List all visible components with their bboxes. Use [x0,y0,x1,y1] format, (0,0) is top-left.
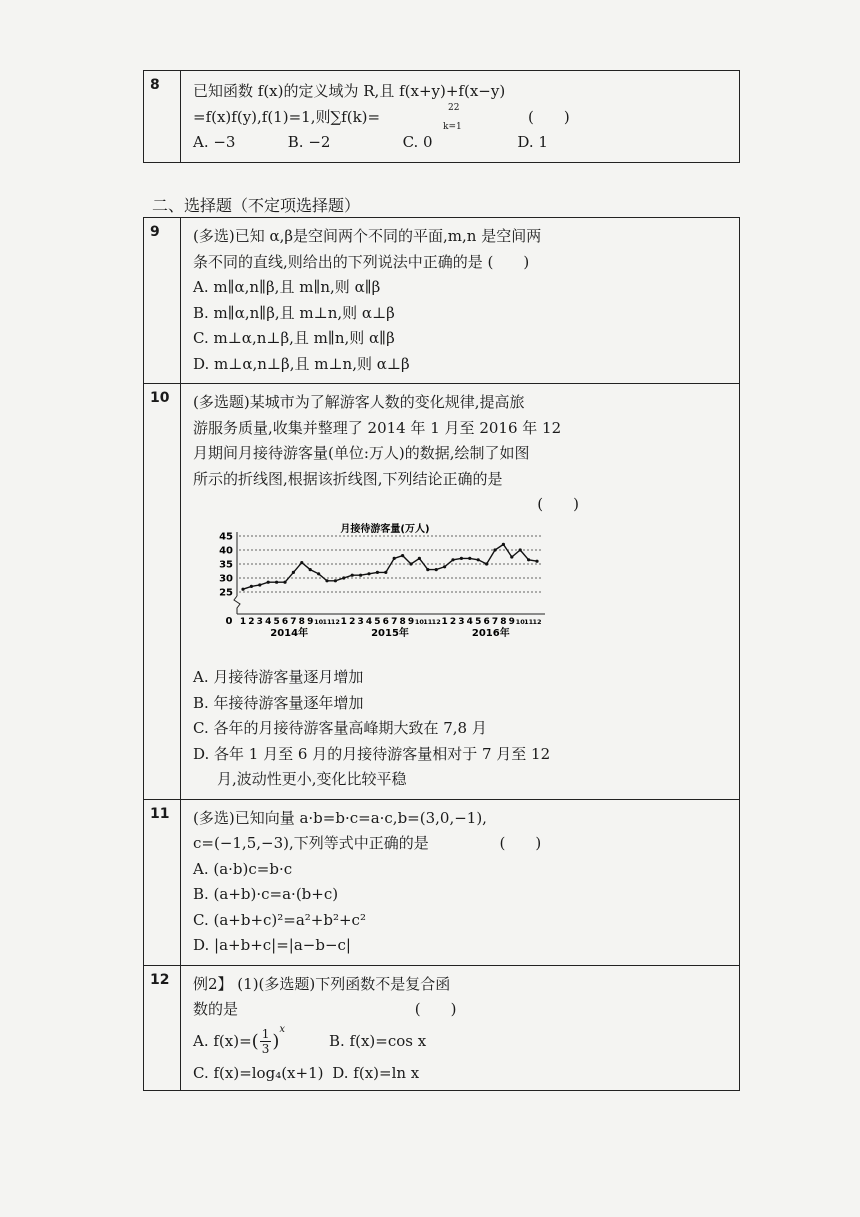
data-point [376,570,379,573]
x-tick-label: 4 [365,616,373,627]
y-tick-label: 25 [219,587,233,598]
data-point [477,558,480,561]
x-tick-label: 7 [491,616,499,627]
x-tick-label: 3 [458,616,465,627]
data-point [351,573,354,576]
data-point [535,559,538,562]
exponent: x [279,1023,285,1035]
question-10-line4: 所示的折线图,根据该折线图,下列结论正确的是 [193,469,503,488]
x-tick-label: 10 [515,617,525,626]
question-number: 8 [144,71,181,163]
x-tick-label: 2 [248,616,255,627]
question-12-options-ab [193,1023,729,1061]
year-label: 2014年 [270,627,309,639]
chart-svg [217,522,547,647]
x-tick-label: 12 [431,617,441,626]
y-tick-label: 45 [219,531,233,542]
x-tick-label: 4 [466,616,473,627]
data-point [527,558,530,561]
option-d: D. 1 [517,133,548,151]
sum-lower-limit: k=1 [443,121,462,132]
option-b: B. −2 [287,133,331,151]
data-point [493,548,496,551]
origin-label: 0 [225,615,233,627]
data-point [317,572,320,575]
questions-table [143,217,740,1091]
data-point [519,548,522,551]
data-point [426,568,429,571]
question-9-line1: (多选)已知 α,β是空间两个不同的平面,m,n 是空间两 [193,227,542,245]
data-point [275,580,278,583]
option-c: C. f(x)=log₄(x+1) [193,1063,324,1082]
answer-parentheses: ( ) [499,834,542,852]
x-tick-label: 8 [500,616,507,627]
data-point [443,565,446,568]
data-series-line [243,544,537,589]
x-tick-label: 1 [340,616,347,627]
option-a: A. −3 [193,133,236,151]
question-number: 12 [144,965,181,1091]
year-label: 2015年 [371,627,409,639]
data-point [435,568,438,571]
option-a: A. (a·b)c=b·c [193,859,293,878]
option-a: A. m∥α,n∥β,且 m∥n,则 α∥β [193,278,381,296]
x-tick-label: 1 [239,616,247,627]
question-8-line1: 已知函数 f(x)的定义域为 R,且 f(x+y)+f(x−y) [193,82,506,100]
question-11-body [181,799,740,965]
x-tick-label: 7 [391,616,398,627]
option-d: D. m⊥α,n⊥β,且 m⊥n,则 α⊥β [193,354,410,373]
data-point [367,572,370,575]
x-tick-label: 11 [423,617,433,626]
x-tick-label: 9 [407,616,415,627]
question-9-line2: 条不同的直线,则给出的下列说法中正确的是 ( ) [193,252,530,271]
y-tick-label: 35 [219,559,233,570]
data-point [250,584,253,587]
x-tick-label: 2 [449,616,457,627]
option-c: C. 各年的月接待游客量高峰期大致在 7,8 月 [193,719,487,737]
option-a-prefix: A. f(x)= [193,1031,252,1050]
option-d-continued: 月,波动性更小,变化比较平稳 [217,770,407,788]
right-paren: ) [272,1030,280,1052]
x-tick-label: 7 [290,616,297,627]
x-tick-label: 5 [475,616,482,627]
option-a: A. 月接待游客量逐月增加 [193,668,364,686]
data-point [325,579,328,582]
question-12-options-cd [193,1061,729,1087]
left-paren: ( [251,1030,259,1052]
question-8-table [143,70,740,163]
option-d: D. f(x)=ln x [332,1063,420,1082]
data-point [451,558,454,561]
option-b: B. m∥α,n∥β,且 m⊥n,则 α⊥β [193,303,395,322]
data-point [292,570,295,573]
data-point [485,562,488,565]
x-tick-label: 11 [322,617,332,626]
x-tick-label: 1 [441,616,448,627]
chart-title: 月接待游客量(万人) [340,523,430,535]
question-8-body [181,71,740,163]
x-tick-label: 12 [330,617,340,626]
question-number: 9 [144,218,181,384]
data-point [502,542,505,545]
question-12-line2 [193,997,729,1023]
option-c: C. (a+b+c)²=a²+b²+c² [193,910,366,929]
question-11-line2-text: c=(−1,5,−3),下列等式中正确的是 [193,834,429,852]
data-point [384,570,387,573]
question-12-line1: 例2】 (1)(多选题)下列函数不是复合函 [193,974,451,993]
data-point [510,555,513,558]
question-12-body [181,965,740,1091]
data-point [359,573,362,576]
data-point [342,576,345,579]
data-point [258,583,261,586]
option-d: D. 各年 1 月至 6 月的月接待游客量相对于 7 月至 12 [193,744,551,763]
answer-parentheses: ( ) [528,107,570,126]
question-12-line2-text: 数的是 [193,1000,239,1018]
question-number: 11 [144,799,181,965]
y-tick-label: 40 [219,545,233,556]
sum-upper-limit: 22 [448,102,460,113]
fraction-denominator: 3 [261,1042,270,1056]
data-point [460,556,463,559]
option-b: B. f(x)=cos x [329,1031,427,1050]
data-point [401,554,404,557]
question-10-line2: 游服务质量,收集并整理了 2014 年 1 月至 2016 年 12 [193,418,562,437]
data-point [283,580,286,583]
tourist-line-chart [217,522,729,656]
data-point [300,561,303,564]
x-tick-label: 10 [314,617,324,626]
x-tick-label: 8 [298,616,305,627]
x-tick-label: 9 [508,616,515,627]
option-c: C. 0 [402,133,433,151]
fraction [260,1027,272,1056]
data-point [393,556,396,559]
x-tick-label: 11 [524,617,534,626]
x-tick-label: 10 [414,617,424,626]
question-10-body [181,384,740,800]
data-point [241,587,244,590]
year-label: 2016年 [471,627,510,639]
x-tick-label: 8 [399,616,406,627]
x-tick-label: 6 [382,616,389,627]
question-9-body [181,218,740,384]
data-point [334,579,337,582]
option-b: B. (a+b)·c=a·(b+c) [193,885,339,903]
answer-parentheses: ( ) [537,495,579,513]
x-tick-label: 12 [532,617,542,626]
option-b: B. 年接待游客量逐年增加 [193,693,364,712]
data-point [468,556,471,559]
x-tick-label: 4 [265,616,272,627]
question-8-line2-text: =f(x)f(y),f(1)=1,则∑f(k)= [193,107,381,126]
axis-break [234,596,240,614]
x-tick-label: 5 [374,616,381,627]
x-tick-label: 6 [483,616,490,627]
data-point [267,580,270,583]
fraction-numerator: 1 [261,1027,270,1041]
question-11-line2 [193,831,729,857]
x-tick-label: 5 [273,616,280,627]
question-10-line1: (多选题)某城市为了解游客人数的变化规律,提高旅 [193,393,525,411]
x-tick-label: 2 [349,616,356,627]
x-tick-label: 3 [256,616,263,627]
x-tick-label: 3 [357,616,364,627]
question-10-line3: 月期间月接待游客量(单位:万人)的数据,绘制了如图 [193,444,530,462]
x-tick-label: 6 [281,616,289,627]
question-number: 10 [144,384,181,800]
question-11-line1: (多选)已知向量 a·b=b·c=a·c,b=(3,0,−1), [193,808,487,827]
y-tick-label: 30 [219,573,233,584]
data-point [418,556,421,559]
question-8-line2 [193,102,729,132]
option-c: C. m⊥α,n⊥β,且 m∥n,则 α∥β [193,329,395,347]
question-8-options [193,130,729,156]
option-d: D. |a+b+c|=|a−b−c| [193,936,351,954]
answer-parentheses: ( ) [414,1000,457,1018]
section-title: 二、选择题（不定项选择题） [152,196,361,215]
data-point [309,568,312,571]
data-point [409,562,412,565]
x-tick-label: 9 [307,616,314,627]
